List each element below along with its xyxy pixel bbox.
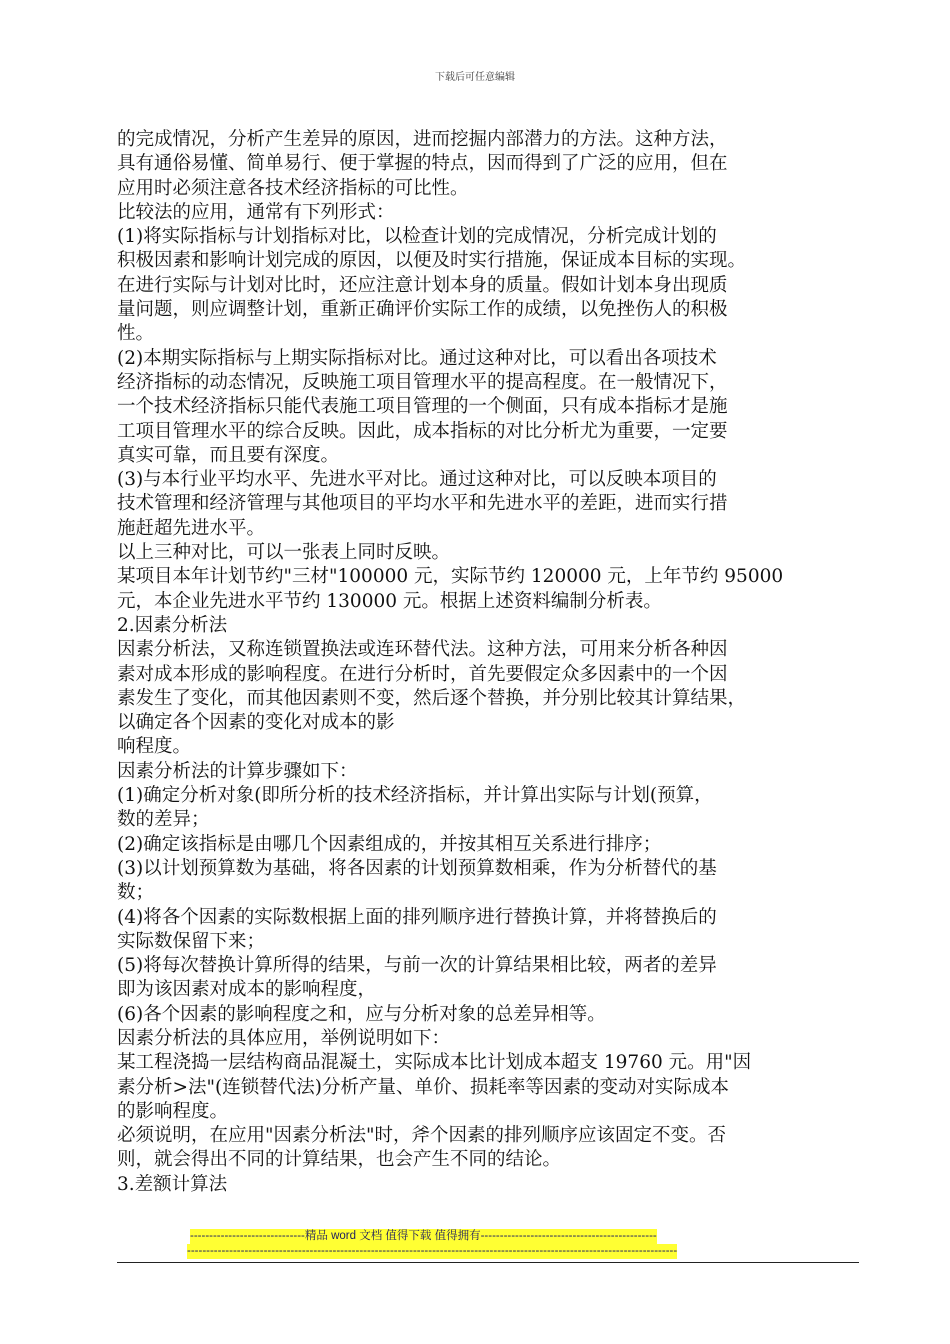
text-line: 响程度。 [117,736,192,758]
text-line: 真实可靠，而且要有深度。 [117,444,340,466]
text-line: 素发生了变化，而其他因素则不变，然后逐个替换，并分别比较其计算结果， [117,687,747,709]
footer-banner [187,1229,785,1259]
text-line: 则，就会得出不同的计算结果，也会产生不同的结论。 [117,1149,562,1171]
text-line: 性。 [117,323,155,345]
text-line: (1)确定分析对象(即所分析的技术经济指标，并计算出实际与计划(预算， [117,785,713,807]
text-line: 应用时必须注意各技术经济指标的可比性。 [117,177,469,199]
text-line: 在进行实际与计划对比时，还应注意计划本身的质量。假如计划本身出现质 [117,274,728,296]
footer-divider [117,1262,859,1263]
body-text [117,128,859,1197]
text-line: 某项目本年计划节约"三材"100000 元，实际节约 120000 元，上年节约 95000 [117,566,784,588]
text-line: 2.因素分析法 [117,614,228,636]
text-line: 工项目管理水平的综合反映。因此，成本指标的对比分析尤为重要，一定要 [117,420,728,442]
text-line: (2)确定该指标是由哪几个因素组成的，并按其相互关系进行排序； [117,833,662,855]
text-line: 具有通俗易懂、简单易行、便于掌握的特点，因而得到了广泛的应用，但在 [117,153,728,175]
page-header: 下载后可任意编辑 [435,72,515,83]
text-line: 实际数保留下来； [117,930,266,952]
text-line: 元，本企业先进水平节约 130000 元。根据上述资料编制分析表。 [117,590,662,612]
text-line: 技术管理和经济管理与其他项目的平均水平和先进水平的差距，进而实行措 [117,493,728,515]
text-line: 因素分析法的具体应用，举例说明如下： [117,1027,451,1049]
text-line: 的完成情况，分析产生差异的原因，进而挖掘内部潜力的方法。这种方法， [117,129,728,150]
text-line: 素分析>法"(连锁替代法)分析产量、单价、损耗率等因素的变动对实际成本 [117,1076,729,1098]
text-line: 数的差异； [117,809,210,831]
text-line: 的影响程度。 [117,1100,229,1122]
text-line: (6)各个因素的影响程度之和，应与分析对象的总差异相等。 [117,1003,606,1025]
text-line: 因素分析法的计算步骤如下： [117,760,358,782]
text-line: (2)本期实际指标与上期实际指标对比。通过这种对比，可以看出各项技术 [117,347,717,369]
text-line: (3)与本行业平均水平、先进水平对比。通过这种对比，可以反映本项目的 [117,469,717,491]
text-line: 以确定各个因素的变化对成本的影 [117,712,395,734]
text-line: 比较法的应用，通常有下列形式： [117,201,395,223]
text-line: 数； [117,882,155,904]
text-line: 经济指标的动态情况，反映施工项目管理水平的提高程度。在一般情况下， [117,371,728,393]
footer-banner-line-1: ------------------------------精品 word 文档 值得下载 值得拥有---------------------------------------------- [190,1230,657,1242]
text-line: 某工程浇捣一层结构商品混凝土，实际成本比计划成本超支 19760 元。用"因 [117,1052,752,1074]
text-line: 施赶超先进水平。 [117,517,266,539]
text-line: 必须说明，在应用"因素分析法"时，斧个因素的排列顺序应该固定不变。否 [117,1125,727,1147]
text-line: 量问题，则应调整计划，重新正确评价实际工作的成绩，以免挫伤人的积极 [117,299,728,321]
text-line: 3.差额计算法 [117,1173,228,1195]
text-line: 以上三种对比，可以一张表上同时反映。 [117,542,451,564]
text-line: (5)将每次替换计算所得的结果，与前一次的计算结果相比较，两者的差异 [117,955,717,977]
text-line: 素对成本形成的影响程度。在进行分析时，首先要假定众多因素中的一个因 [117,663,728,685]
text-line: 积极因素和影响计划完成的原因，以便及时实行措施，保证成本目标的实现。 [117,250,747,272]
text-line: 即为该因素对成本的影响程度， [117,979,377,1001]
text-line: (4)将各个因素的实际数根据上面的排列顺序进行替换计算，并将替换后的 [117,906,717,928]
text-line: (3)以计划预算数为基础，将各因素的计划预算数相乘，作为分析替代的基 [117,857,717,879]
text-line: (1)将实际指标与计划指标对比，以检查计划的完成情况，分析完成计划的 [117,226,717,248]
text-line: 因素分析法，又称连锁置换法或连环替代法。这种方法，可用来分析各种因 [117,639,728,661]
footer-banner-line-2: -------------------------------------------------------------------------------------------------------------------------------- [187,1245,678,1257]
text-line: 一个技术经济指标只能代表施工项目管理的一个侧面，只有成本指标才是施 [117,396,728,418]
